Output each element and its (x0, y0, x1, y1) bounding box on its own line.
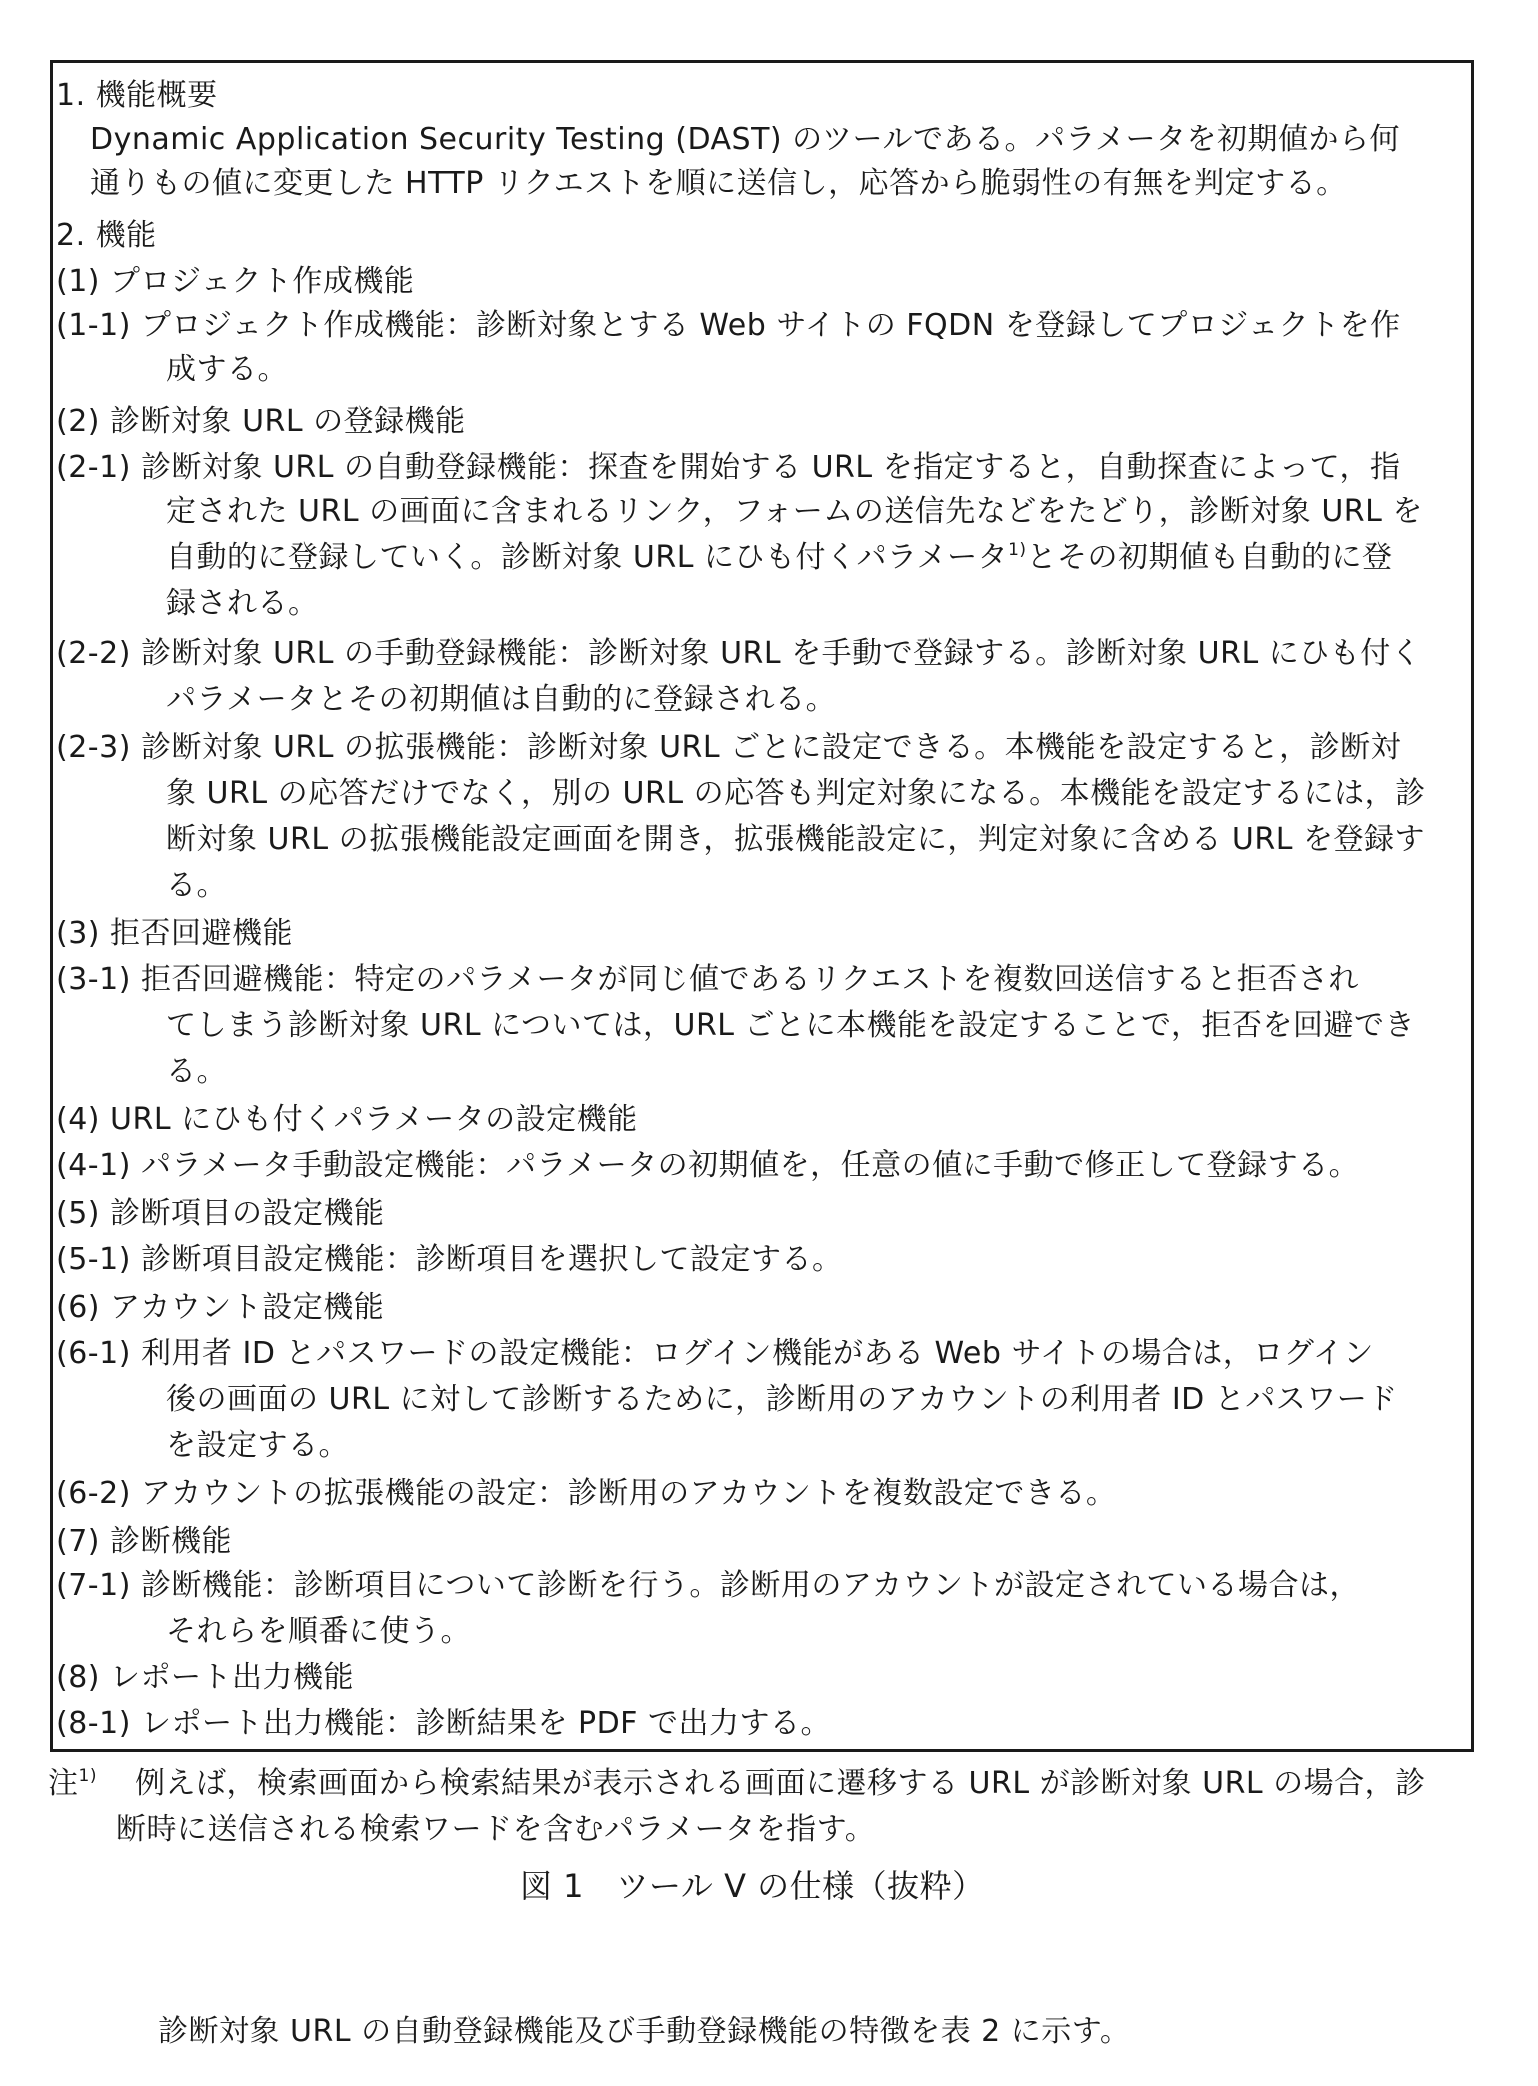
footnote-mark: 1) (78, 1766, 97, 1786)
item-2-2-cont: パラメータとその初期値は自動的に登録される。 (166, 682, 837, 717)
item-2: (2) 診断対象 URL の登録機能 (56, 404, 466, 439)
item-6: (6) アカウント設定機能 (56, 1290, 385, 1325)
item-1-1-cont: 成する。 (166, 352, 288, 387)
footnote-text-l1: 例えば，検索画面から検索結果が表示される画面に遷移する URL が診断対象 URL の場合，診 (135, 1766, 1426, 1801)
body-paragraph: 診断対象 URL の自動登録機能及び手動登録機能の特徴を表 2 に示す。 (158, 2014, 1131, 2049)
item-7-1-cont: それらを順番に使う。 (166, 1614, 471, 1649)
item-6-1: (6-1) 利用者 ID とパスワードの設定機能：ログイン機能がある Web サイトの場合は，ログイン (56, 1336, 1374, 1371)
item-3-1-cont2: る。 (166, 1054, 227, 1089)
item-8: (8) レポート出力機能 (56, 1660, 355, 1695)
item-2-3-cont1: 象 URL の応答だけでなく，別の URL の応答も判定対象になる。本機能を設定するには，診 (166, 776, 1426, 811)
item-2-1-cont2-text-b: とその初期値も自動的に登 (1026, 540, 1393, 575)
footnote-line1 (48, 1764, 1426, 1804)
item-2-1: (2-1) 診断対象 URL の自動登録機能：探査を開始する URL を指定すると，自動探査によって，指 (56, 450, 1401, 485)
item-1: (1) プロジェクト作成機能 (56, 264, 415, 299)
sec1-text-line2: 通りもの値に変更した HTTP リクエストを順に送信し，応答から脆弱性の有無を判定する。 (90, 166, 1347, 201)
item-3: (3) 拒否回避機能 (56, 916, 294, 951)
item-3-1: (3-1) 拒否回避機能：特定のパラメータが同じ値であるリクエストを複数回送信すると拒否され (56, 962, 1359, 997)
footnote-line2: 断時に送信される検索ワードを含むパラメータを指す。 (116, 1812, 876, 1847)
item-8-1: (8-1) レポート出力機能：診断結果を PDF で出力する。 (56, 1706, 831, 1741)
item-2-1-cont3: 録される。 (166, 586, 319, 621)
item-1-1: (1-1) プロジェクト作成機能：診断対象とする Web サイトの FQDN を登録してプロジェクトを作 (56, 308, 1401, 343)
figure-caption: 図 1 ツール V の仕様（抜粋） (520, 1867, 985, 1905)
sec1-heading: 1. 機能概要 (56, 78, 218, 113)
item-4: (4) URL にひも付くパラメータの設定機能 (56, 1102, 638, 1137)
item-2-1-cont2 (166, 538, 1393, 578)
item-2-1-cont1: 定された URL の画面に含まれるリンク，フォームの送信先などをたどり，診断対象 URL を (166, 494, 1423, 529)
item-2-1-cont2-text-a: 自動的に登録していく。診断対象 URL にひも付くパラメータ (166, 540, 1009, 575)
item-2-3: (2-3) 診断対象 URL の拡張機能：診断対象 URL ごとに設定できる。本機能を設定すると，診断対 (56, 730, 1402, 765)
item-6-2: (6-2) アカウントの拡張機能の設定：診断用のアカウントを複数設定できる。 (56, 1476, 1117, 1511)
item-5-1: (5-1) 診断項目設定機能：診断項目を選択して設定する。 (56, 1242, 843, 1277)
item-7-1: (7-1) 診断機能：診断項目について診断を行う。診断用のアカウントが設定されている場合は， (56, 1568, 1361, 1603)
item-2-2: (2-2) 診断対象 URL の手動登録機能：診断対象 URL を手動で登録する。診断対象 URL にひも付く (56, 636, 1422, 671)
footnote-prefix: 注 (48, 1766, 79, 1801)
item-6-1-cont1: 後の画面の URL に対して診断するために，診断用のアカウントの利用者 ID とパスワード (166, 1382, 1398, 1417)
item-2-3-cont3: る。 (166, 868, 227, 903)
sec1-text-line1: Dynamic Application Security Testing (DAST) のツールである。パラメータを初期値から何 (90, 122, 1401, 157)
item-2-3-cont2: 断対象 URL の拡張機能設定画面を開き，拡張機能設定に，判定対象に含める URL を登録す (166, 822, 1425, 857)
item-6-1-cont2: を設定する。 (166, 1428, 349, 1463)
item-7: (7) 診断機能 (56, 1524, 233, 1559)
footnote-ref: 1) (1008, 540, 1027, 560)
item-3-1-cont1: てしまう診断対象 URL については，URL ごとに本機能を設定することで，拒否を回避でき (166, 1008, 1415, 1043)
sec2-heading: 2. 機能 (56, 218, 157, 253)
item-4-1: (4-1) パラメータ手動設定機能：パラメータの初期値を，任意の値に手動で修正して登録する。 (56, 1148, 1360, 1183)
item-5: (5) 診断項目の設定機能 (56, 1196, 385, 1231)
